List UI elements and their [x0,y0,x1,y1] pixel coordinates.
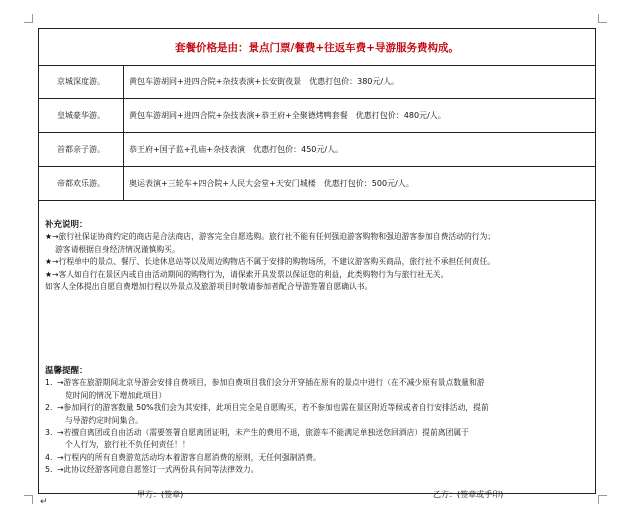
tip-item: 3. →若擅自离团或自由活动（需要签署自愿离团证明，未产生的费用不退，旅游车不能满足单独送您回酒店）提前离团属于 [45,428,469,438]
party-a-signature: 甲方：(签章) [137,490,184,499]
table-row [39,65,595,99]
corner-mark [24,14,33,23]
tip-item: 2. →参加同行的游客数量 50%我们会为其安排，此项目完全是自愿购买，若不参加也需在景区附近等候或者自行安排活动，提前 [45,403,489,413]
tip-item-cont: 与导游约定时间集合。 [65,415,143,425]
party-b-signature: 乙方：(签章或手印) [433,490,504,499]
supplement-section [45,219,591,293]
supplement-heading: 补充说明： [45,220,88,230]
paragraph-mark: ↵ [40,497,48,507]
package-name: 首都亲子游。 [39,133,124,167]
corner-mark [24,495,33,504]
tip-item: 4. →行程内的所有自费游览活动均本着游客自愿消费的原则，无任何强制消费。 [45,452,321,462]
corner-mark [598,495,607,504]
tip-item: 5. →此协议经游客同意自愿签订一式两份具有同等法律效力。 [45,465,259,475]
table-row [39,133,595,167]
package-desc: 黄包车游胡同+进四合院+杂技表演+长安街夜景 优惠打包价：380元/人。 [124,65,596,99]
package-desc: 奥运表演+三轮车+四合院+人民大会堂+天安门城楼 优惠打包价：500元/人。 [124,167,596,201]
supplement-item: 游客请根据自身经济情况谨慎购买。 [55,244,180,254]
tip-item-cont: 个人行为，旅行社不负任何责任！！ [65,440,190,450]
tip-item: 1. →游客在旅游期间北京导游会安排自费项目，参加自费项目我们会分开穿插在原有的景点中进行（在不减少原有景点数量和游 [45,378,485,388]
table-row [39,167,595,201]
package-desc: 恭王府+国子监+孔庙+杂技表演 优惠打包价：450元/人。 [124,133,596,167]
tips-heading: 温馨提醒： [45,366,88,376]
tips-section [45,365,591,477]
supplement-item: 如客人全体提出自愿自费增加行程以外景点及旅游项目时敬请参加者配合导游签署自愿确认书。 [45,282,373,292]
page-title: 套餐价格是由：景点门票/餐费+往返车费+导游服务费构成。 [39,29,595,66]
package-name: 京城深度游。 [39,65,124,99]
package-table [39,65,595,201]
corner-mark [598,14,607,23]
document-table [38,28,596,499]
package-name: 帝都欢乐游。 [39,167,124,201]
supplement-item: ★→客人如自行在景区内或自由活动期间的购物行为，请保索开具发票以保证您的利益，此类购物行为与旅行社无关。 [45,269,449,279]
package-name: 皇城豪华游。 [39,99,124,133]
package-desc: 黄包车游胡同+进四合院+杂技表演+恭王府+全聚德烤鸭套餐 优惠打包价：480元/人。 [124,99,596,133]
supplement-item: ★→旅行社保证协商约定的商店是合法商店，游客完全自愿选购。旅行社不能有任何强迫游客购物和强迫游客参加自费活动的行为； [45,232,496,242]
tip-item-cont: 览时间的情况下增加此项目） [65,390,167,400]
supplement-item: ★→行程单中的景点、餐厅、长途休息站等以及周边购物店不属于安排的购物场所，不建议游客购买商品，旅行社不承担任何责任。 [45,257,496,267]
table-row [39,99,595,133]
